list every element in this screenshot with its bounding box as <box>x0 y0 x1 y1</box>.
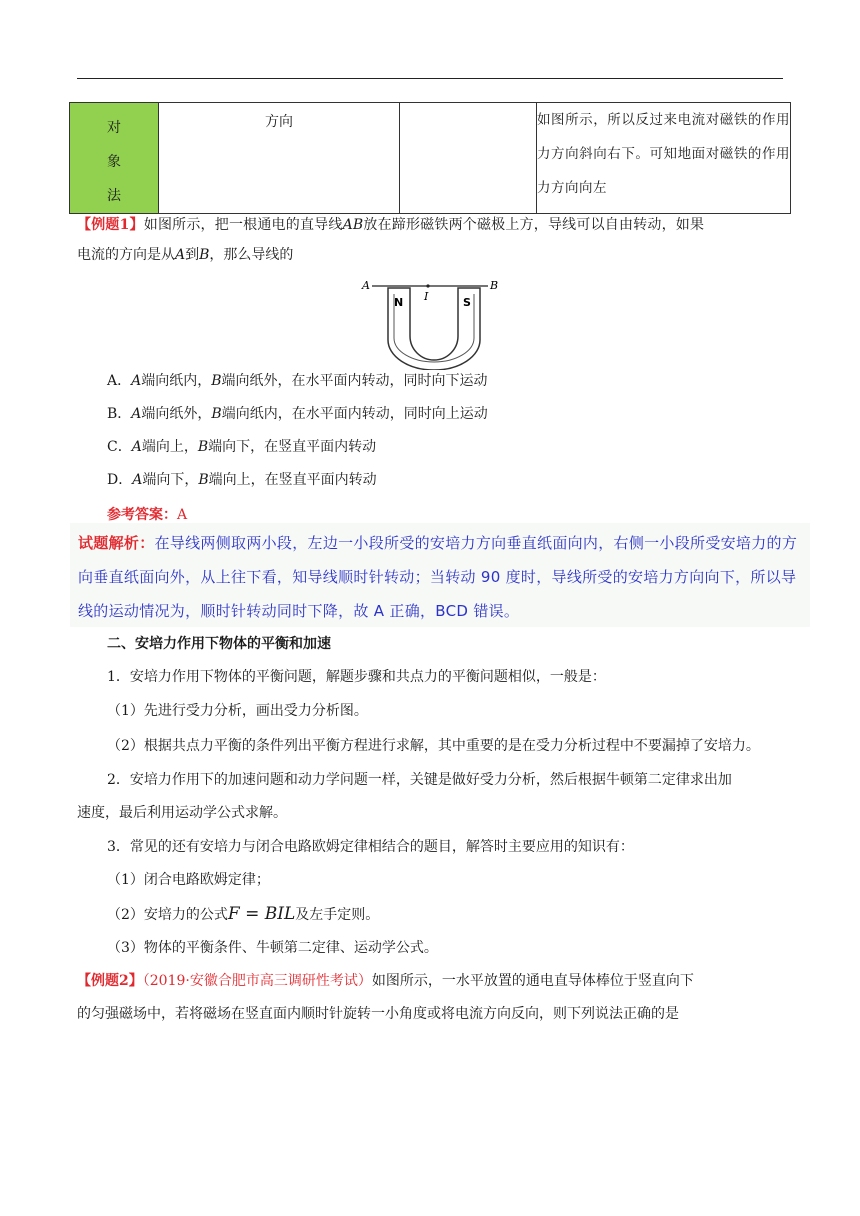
section2-p3c: （3）物体的平衡条件、牛顿第二定律、运动学公式。 <box>107 940 438 956</box>
option-text: 端向纸外， <box>141 406 212 422</box>
section2-p1b: （2）根据共点力平衡的条件列出平衡方程进行求解，其中重要的是在受力分析过程中不要漏掉了安培力。 <box>107 738 760 754</box>
horseshoe-magnet-figure <box>360 278 510 370</box>
section2-p3b <box>107 903 815 926</box>
option-a <box>107 370 815 392</box>
example1-line2b: 到 <box>185 247 200 263</box>
var-a: A <box>175 247 186 263</box>
var-a: A <box>132 472 143 488</box>
example1-text1: 如图所示，把一根通电的直导线 <box>143 217 343 233</box>
option-text: 端向下，在竖直平面内转动 <box>208 439 377 455</box>
answer-label: 参考答案： <box>107 507 177 523</box>
section2-heading: 二、安培力作用下物体的平衡和加速 <box>107 636 331 652</box>
example1-line2 <box>77 244 785 266</box>
explanation-cell: 如图所示，所以反过来电流对磁铁的作用力方向斜向右下。可知地面对磁铁的作用力方向向左 <box>537 103 791 214</box>
example2-line1 <box>77 970 785 992</box>
p3b-pre: （2）安培力的公式 <box>107 907 228 923</box>
option-d <box>107 469 815 491</box>
header-rule <box>77 78 783 79</box>
option-text: 端向纸外，在水平面内转动，同时向下运动 <box>221 373 488 389</box>
example2-text1: 如图所示，一水平放置的通电直导体棒位于竖直向下 <box>371 973 694 989</box>
example1-line2c: ，那么导线的 <box>209 247 294 263</box>
section2-p2a: 2．安培力作用下的加速问题和动力学问题一样，关键是做好受力分析，然后根据牛顿第二定律求出加 <box>107 772 732 788</box>
var-b: B <box>211 406 222 422</box>
figure-label-s: S <box>463 296 471 309</box>
direction-cell <box>159 103 400 214</box>
section2-p1a: （1）先进行受力分析，画出受力分析图。 <box>107 703 368 719</box>
example1-text2: 放在蹄形磁铁两个磁极上方，导线可以自由转动，如果 <box>363 217 705 233</box>
section2-p3a: （1）闭合电路欧姆定律； <box>107 872 270 888</box>
direction-text: 方向 <box>265 114 293 130</box>
section2-p3: 3．常见的还有安培力与闭合电路欧姆定律相结合的题目，解答时主要应用的知识有： <box>107 839 634 855</box>
method-table <box>69 102 791 214</box>
option-text: 端向纸内， <box>141 373 212 389</box>
option-text: 端向上，在竖直平面内转动 <box>208 472 377 488</box>
var-b: B <box>211 373 222 389</box>
method-char: 象 <box>107 154 121 170</box>
table-row <box>70 103 791 214</box>
example1-line1 <box>77 214 785 236</box>
figure-cell <box>400 103 537 214</box>
var-a: A <box>131 373 142 389</box>
formula: F = BIL <box>227 904 296 924</box>
analysis-box <box>70 523 810 627</box>
answer-value: A <box>177 507 188 523</box>
method-char: 对 <box>107 120 121 136</box>
figure-label-i: I <box>424 290 429 303</box>
example1-tag: 【例题1】 <box>77 217 144 233</box>
option-letter: D． <box>107 472 133 488</box>
current-dot <box>426 284 429 287</box>
option-letter: A． <box>107 373 132 389</box>
figure-label-n: N <box>394 296 404 309</box>
var-a: A <box>131 439 142 455</box>
method-name-cell <box>70 103 159 214</box>
var-a: A <box>131 406 142 422</box>
option-text: 端向下， <box>142 472 199 488</box>
var-b: B <box>198 472 209 488</box>
figure-label-a: A <box>362 279 370 292</box>
example1-line2a: 电流的方向是从 <box>77 247 175 263</box>
analysis-label: 试题解析： <box>78 534 155 552</box>
analysis-text: 在导线两侧取两小段，左边一小段所受的安培力方向垂直纸面向内，右侧一小段所受安培力的方向垂直纸面向外，从上往下看，知导线顺时针转动；当转动 90 度时，导线所受的安培力方向向下，所以导线的运动情况为，顺时针转动同时下降，故 A 正确，BCD 错误。 <box>78 534 798 620</box>
option-text: 端向纸内，在水平面内转动，同时向上运动 <box>221 406 488 422</box>
var-ab: AB <box>342 217 364 233</box>
figure-label-b: B <box>490 279 499 292</box>
example2-source: （2019·安徽合肥市高三调研性考试） <box>142 973 372 989</box>
example2-tag: 【例题2】 <box>77 973 143 989</box>
section2-p2b: 速度，最后利用运动学公式求解。 <box>77 805 287 821</box>
p3b-post: 及左手定则。 <box>295 907 380 923</box>
option-letter: C． <box>107 439 132 455</box>
option-text: 端向上， <box>141 439 198 455</box>
example2-line2: 的匀强磁场中，若将磁场在竖直面内顺时针旋转一小角度或将电流方向反向，则下列说法正确的是 <box>77 1006 679 1022</box>
var-b: B <box>197 439 209 455</box>
option-b <box>107 403 815 425</box>
option-letter: B． <box>107 406 132 422</box>
section2-p1: 1．安培力作用下物体的平衡问题，解题步骤和共点力的平衡问题相似，一般是： <box>107 669 606 685</box>
method-char: 法 <box>107 188 121 204</box>
option-c <box>107 436 815 458</box>
var-b: B <box>199 247 210 263</box>
